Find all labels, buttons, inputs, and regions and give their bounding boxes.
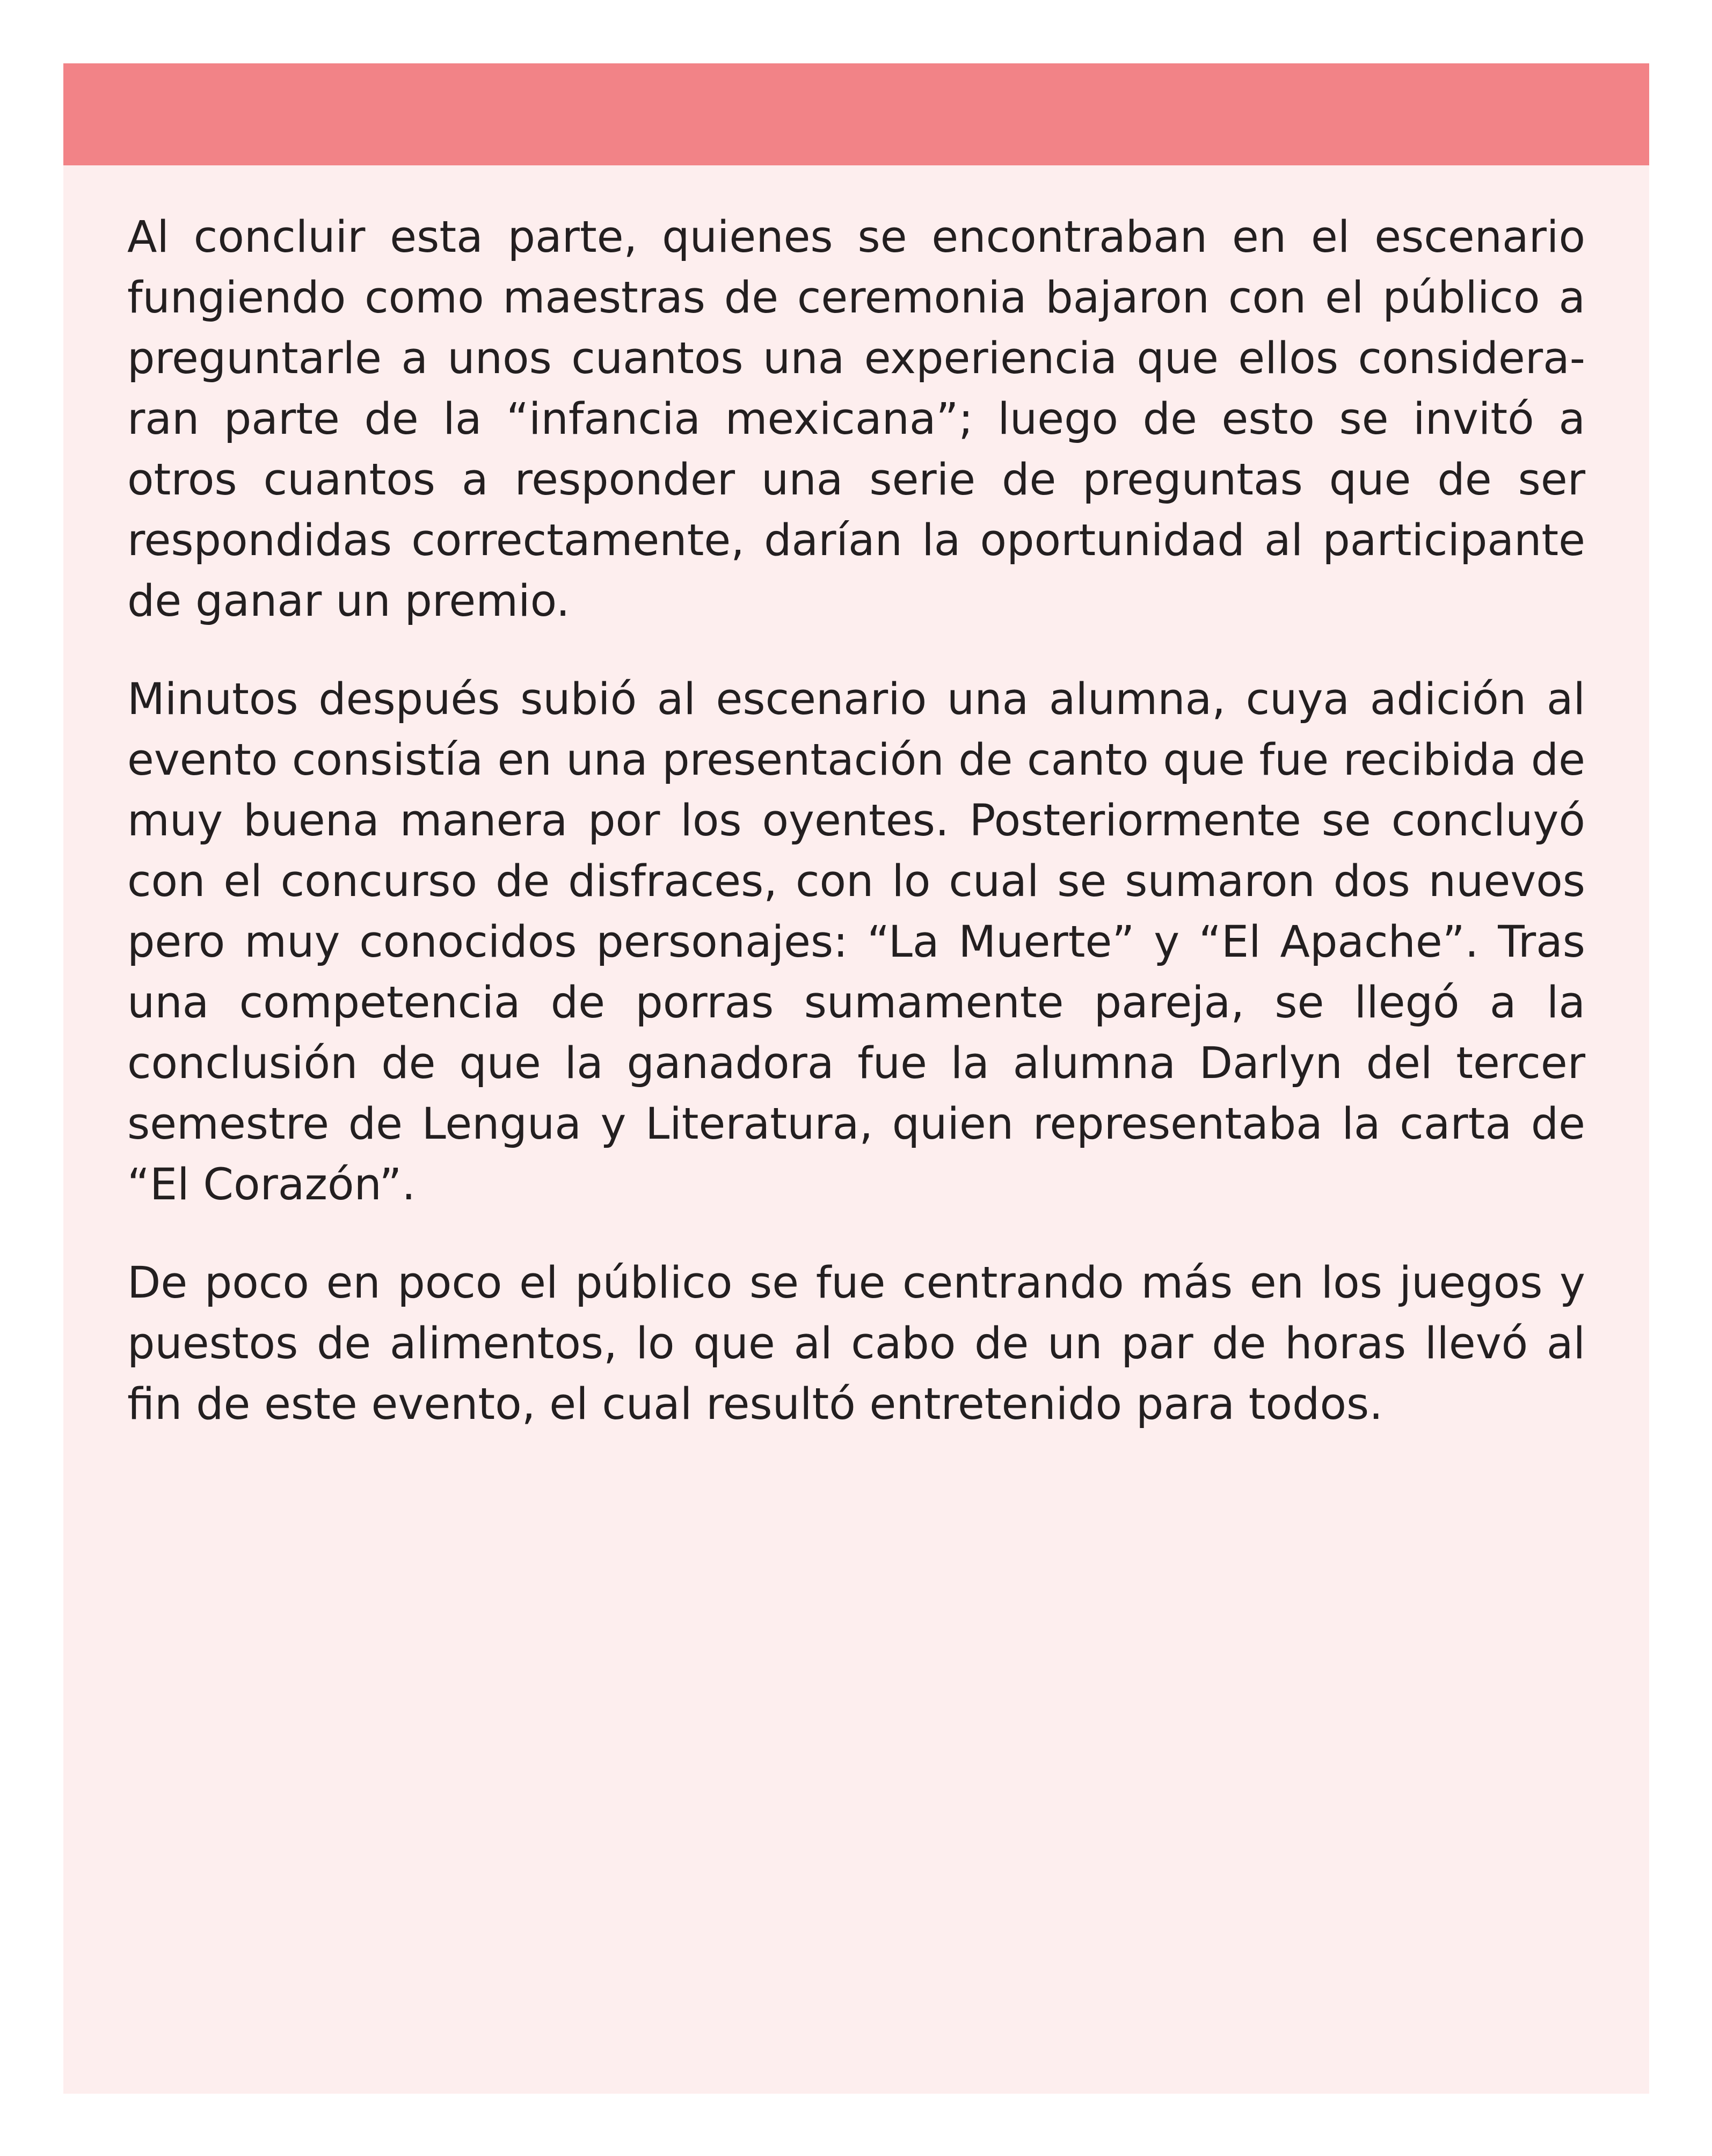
header-bar bbox=[63, 63, 1649, 165]
paragraph-3: De poco en poco el público se fue centrando más en los juegos y puestos de alimentos, lo que al cabo de un par de horas llevó al fin de este evento, el cual resultó entretenido para todos. bbox=[127, 1258, 1585, 1430]
paragraph-2: Minutos después subió al escenario una alumna, cuya adición al evento consistía en una presentación de canto que fue recibida de muy buena manera por los oyentes. Posteriormente se concluyó con el concurso de disfraces, con lo cual se sumaron dos nuevos pero muy conocidos personajes: “La Muerte” y “El Apache”. Tras una competencia de porras sumamente pareja, se llegó a la conclusión de que la ganadora fue la alumna Darlyn del tercer semestre de Lengua y Literatura, quien representaba la carta de “El Corazón”. bbox=[127, 674, 1585, 1210]
content-panel bbox=[63, 63, 1649, 2094]
paragraph-1: Al concluir esta parte, quienes se encontraban en el escenario fungiendo como maestras de ceremonia bajaron con el público a preguntarle a unos cuantos una experiencia que ellos consideraran parte de la “infancia mexicana”; luego de esto se invitó a otros cuantos a responder una serie de preguntas que de ser respondidas correctamente, darían la oportunidad al participante de ganar un premio. bbox=[127, 212, 1585, 627]
article-body bbox=[127, 207, 1585, 1473]
